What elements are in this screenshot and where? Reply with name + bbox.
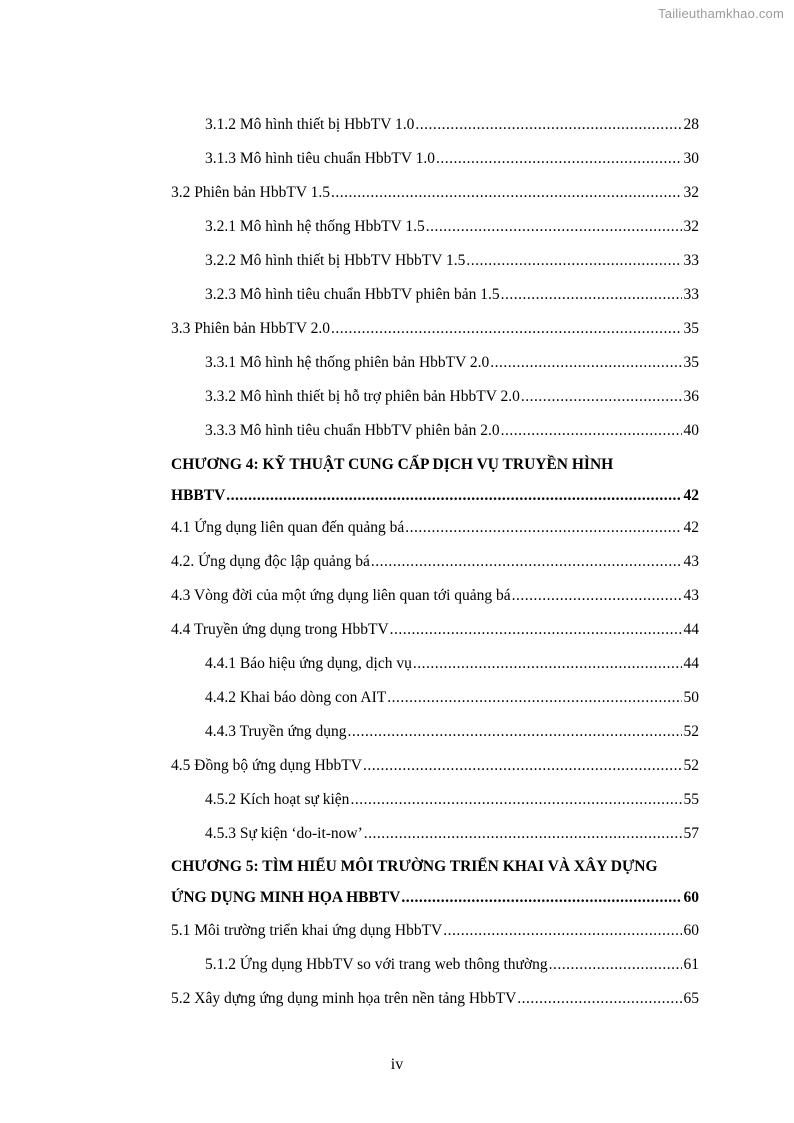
leader-dots — [331, 183, 681, 203]
toc-entry-title: 3.3.2 Mô hình thiết bị hỗ trợ phiên bản HbbTV 2.0 — [205, 388, 520, 405]
toc-entry[interactable] — [205, 654, 699, 674]
toc-entry-title: 4.4.3 Truyền ứng dụng — [205, 723, 347, 740]
toc-entry-page: 33 — [683, 252, 699, 269]
leader-dots — [501, 285, 682, 305]
toc-entry-page: 35 — [683, 320, 699, 337]
leader-dots — [512, 586, 682, 606]
toc-entry[interactable] — [171, 756, 699, 776]
toc-entry-page: 57 — [683, 825, 699, 842]
toc-entry[interactable] — [171, 989, 699, 1009]
leader-dots — [350, 790, 681, 810]
toc-entry-page: 32 — [683, 184, 699, 201]
toc-entry-page: 50 — [683, 689, 699, 706]
toc-entry-page: 40 — [683, 422, 699, 439]
toc-entry-page: 32 — [683, 218, 699, 235]
toc-entry-page: 36 — [683, 388, 699, 405]
toc-entry[interactable] — [171, 183, 699, 203]
chapter-5-heading-continued[interactable] — [171, 888, 699, 908]
toc-entry-title: 3.2.1 Mô hình hệ thống HbbTV 1.5 — [205, 218, 425, 235]
toc-entry[interactable] — [171, 552, 699, 572]
toc-entry[interactable] — [205, 688, 699, 708]
toc-entry-title: 3.3.1 Mô hình hệ thống phiên bản HbbTV 2.0 — [205, 354, 490, 371]
leader-dots — [363, 756, 682, 776]
toc-entry[interactable] — [205, 251, 699, 271]
toc-entry-page: 33 — [683, 286, 699, 303]
toc-entry[interactable] — [171, 319, 699, 339]
leader-dots — [426, 217, 682, 237]
leader-dots — [521, 387, 682, 407]
toc-entry-title: 3.3 Phiên bản HbbTV 2.0 — [171, 320, 331, 337]
toc-entry-page: 30 — [683, 150, 699, 167]
toc-entry[interactable] — [205, 217, 699, 237]
toc-entry[interactable] — [205, 790, 699, 810]
toc-entry-title: 4.3 Vòng đời của một ứng dụng liên quan tới quảng bá — [171, 587, 511, 604]
toc-entry[interactable] — [205, 149, 699, 169]
toc-entry-title: 3.2.2 Mô hình thiết bị HbbTV HbbTV 1.5 — [205, 252, 466, 269]
leader-dots — [501, 421, 682, 441]
leader-dots — [405, 518, 681, 538]
toc-entry-page: 60 — [683, 922, 699, 939]
leader-dots — [371, 552, 682, 572]
toc-entry[interactable] — [171, 620, 699, 640]
toc-entry[interactable] — [205, 955, 699, 975]
leader-dots — [415, 115, 681, 135]
toc-entry-title: 4.5.2 Kích hoạt sự kiện — [205, 791, 350, 808]
toc-entry-title: 3.2.3 Mô hình tiêu chuẩn HbbTV phiên bản 1.5 — [205, 286, 500, 303]
chapter-title: ỨNG DỤNG MINH HỌA HBBTV — [171, 889, 401, 906]
toc-entry-page: 44 — [683, 621, 699, 638]
toc-entry-title: 5.1 Môi trường triển khai ứng dụng HbbTV — [171, 922, 443, 939]
chapter-5-heading[interactable]: CHƯƠNG 5: TÌM HIỂU MÔI TRƯỜNG TRIỂN KHAI VÀ XÂY DỰNG — [171, 858, 658, 875]
toc-entry[interactable] — [205, 722, 699, 742]
toc-entry[interactable] — [171, 921, 699, 941]
toc-entry-page: 65 — [683, 990, 699, 1007]
chapter-4-heading-continued[interactable] — [171, 486, 699, 506]
toc-entry-page: 28 — [683, 116, 699, 133]
leader-dots — [347, 722, 681, 742]
toc-entry-title: 4.4 Truyền ứng dụng trong HbbTV — [171, 621, 389, 638]
toc-entry-page: 43 — [683, 553, 699, 570]
toc-entry-page: 52 — [683, 723, 699, 740]
toc-entry-page: 44 — [683, 655, 699, 672]
toc-entry-title: 4.4.2 Khai báo dòng con AIT — [205, 689, 387, 706]
toc-entry[interactable] — [205, 285, 699, 305]
leader-dots — [413, 654, 682, 674]
toc-entry-page: 42 — [683, 519, 699, 536]
toc-entry[interactable] — [171, 586, 699, 606]
chapter-page: 42 — [683, 487, 699, 504]
chapter-page: 60 — [683, 889, 699, 906]
toc-entry-title: 5.2 Xây dựng ứng dụng minh họa trên nền tảng HbbTV — [171, 990, 517, 1007]
toc-entry[interactable] — [205, 387, 699, 407]
toc-entry-title: 4.4.1 Báo hiệu ứng dụng, dịch vụ — [205, 655, 412, 672]
leader-dots — [549, 955, 682, 975]
leader-dots — [517, 989, 681, 1009]
toc-entry-title: 3.2 Phiên bản HbbTV 1.5 — [171, 184, 331, 201]
toc-entry[interactable] — [205, 824, 699, 844]
toc-entry-title: 4.2. Ứng dụng độc lập quảng bá — [171, 553, 370, 570]
toc-entry-title: 3.3.3 Mô hình tiêu chuẩn HbbTV phiên bản 2.0 — [205, 422, 500, 439]
toc-entry-page: 61 — [683, 956, 699, 973]
toc-entry-title: 5.1.2 Ứng dụng HbbTV so với trang web thông thường — [205, 956, 548, 973]
chapter-4-heading[interactable]: CHƯƠNG 4: KỸ THUẬT CUNG CẤP DỊCH VỤ TRUYỀN HÌNH — [171, 456, 614, 473]
toc-entry-page: 35 — [683, 354, 699, 371]
chapter-title: HBBTV — [171, 487, 226, 504]
leader-dots — [364, 824, 682, 844]
toc-entry-page: 43 — [683, 587, 699, 604]
leader-dots — [436, 149, 681, 169]
page-number: iv — [390, 1056, 404, 1073]
toc-entry-page: 52 — [683, 757, 699, 774]
toc-entry-title: 4.5.3 Sự kiện ‘do-it-now’ — [205, 825, 363, 842]
leader-dots — [387, 688, 681, 708]
toc-entry-title: 4.5 Đồng bộ ứng dụng HbbTV — [171, 757, 362, 774]
toc-entry-title: 3.1.3 Mô hình tiêu chuẩn HbbTV 1.0 — [205, 150, 436, 167]
leader-dots — [390, 620, 682, 640]
toc-entry[interactable] — [205, 421, 699, 441]
toc-entry-page: 55 — [683, 791, 699, 808]
toc-entry-title: 4.1 Ứng dụng liên quan đến quảng bá — [171, 519, 405, 536]
toc-entry[interactable] — [205, 353, 699, 373]
leader-dots — [466, 251, 681, 271]
leader-dots — [226, 486, 681, 506]
leader-dots — [331, 319, 681, 339]
toc-entry-title: 3.1.2 Mô hình thiết bị HbbTV 1.0 — [205, 116, 415, 133]
toc-entry[interactable] — [171, 518, 699, 538]
leader-dots — [490, 353, 681, 373]
leader-dots — [443, 921, 681, 941]
leader-dots — [401, 888, 681, 908]
toc-entry[interactable] — [205, 115, 699, 135]
watermark: Tailieuthamkhao.com — [658, 6, 784, 21]
